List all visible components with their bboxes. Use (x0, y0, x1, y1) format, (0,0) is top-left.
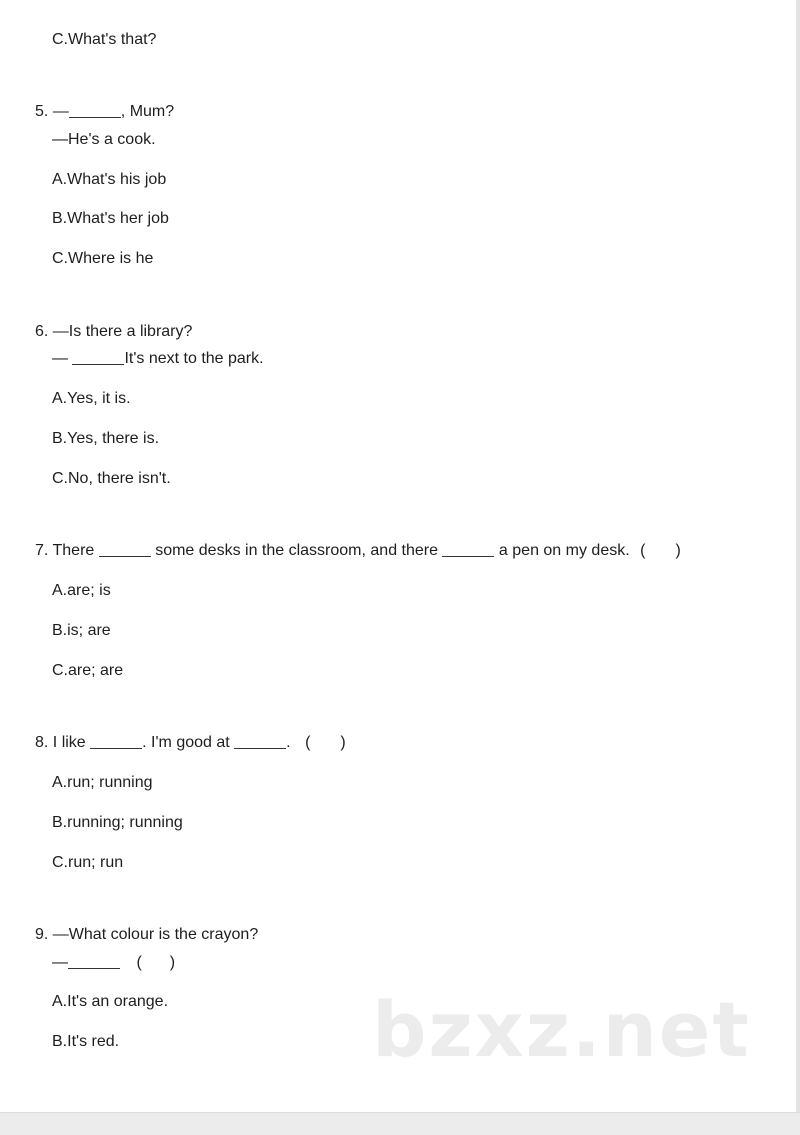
q9-stem: 9. —What colour is the crayon? (35, 926, 259, 943)
q5-stem: 5. — , Mum? (35, 103, 175, 120)
site-watermark: bzxz.net (372, 985, 751, 1074)
q7-number: 7. (35, 542, 49, 559)
q8-blank-1[interactable] (90, 734, 142, 749)
page-bottom-gutter (0, 1112, 800, 1135)
page-right-edge (796, 0, 800, 1112)
q6-blank[interactable] (72, 350, 124, 365)
q8-blank-2[interactable] (234, 734, 286, 749)
q6-stem: 6. —Is there a library? (35, 323, 193, 340)
q6-answer-line: — It's next to the park. (52, 350, 264, 367)
q5-option-b: B.What's her job (52, 210, 169, 227)
q7-option-b: B.is; are (52, 622, 111, 639)
q7-blank-1[interactable] (99, 542, 151, 557)
q9-blank[interactable] (68, 954, 120, 969)
q6-option-b: B.Yes, there is. (52, 430, 160, 447)
q5-answer-line: —He's a cook. (52, 131, 156, 148)
q9-answer-line: — ( ) (52, 954, 176, 971)
q9-option-a: A.It's an orange. (52, 993, 169, 1010)
q4-option-c: C.What's that? (52, 31, 157, 48)
q7-answer-paren[interactable]: ( ) (640, 542, 681, 559)
q5-option-a: A.What's his job (52, 171, 167, 188)
q9-option-b: B.It's red. (52, 1033, 120, 1050)
q8-option-c: C.run; run (52, 854, 124, 871)
q5-option-c: C.Where is he (52, 250, 154, 267)
q8-stem: 8. I like . I'm good at . ( ) (35, 734, 346, 751)
q7-blank-2[interactable] (442, 542, 494, 557)
q9-number: 9. (35, 926, 49, 943)
q8-number: 8. (35, 734, 49, 751)
q6-number: 6. (35, 323, 49, 340)
q7-stem: 7. There some desks in the classroom, and there a pen on my desk. ( ) (35, 542, 681, 559)
q8-option-b: B.running; running (52, 814, 183, 831)
q6-option-a: A.Yes, it is. (52, 390, 131, 407)
q5-number: 5. (35, 103, 49, 120)
q5-blank[interactable] (69, 103, 121, 118)
q8-option-a: A.run; running (52, 774, 153, 791)
q7-option-a: A.are; is (52, 582, 111, 599)
q8-answer-paren[interactable]: ( ) (305, 734, 346, 751)
q6-option-c: C.No, there isn't. (52, 470, 171, 487)
q7-option-c: C.are; are (52, 662, 124, 679)
q9-answer-paren[interactable]: ( ) (136, 954, 176, 971)
